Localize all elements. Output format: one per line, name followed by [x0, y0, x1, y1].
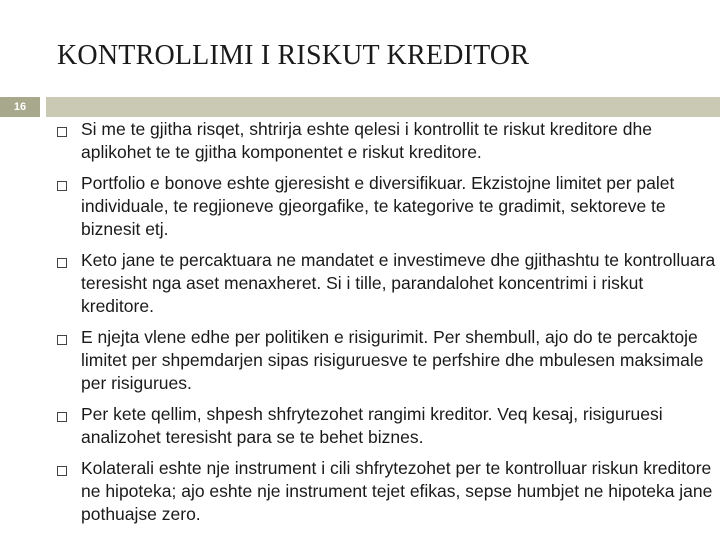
hollow-square-bullet-icon [57, 412, 67, 422]
header-divider-bar [46, 97, 720, 117]
bullet-text: E njejta vlene edhe per politiken e risigurimit. Per shembull, ajo do te percaktoje limitet per shpemdarjen sipas risiguruesve te perfshire dhe mbulesen maksimale per risigurues. [81, 327, 704, 393]
hollow-square-bullet-icon [57, 466, 67, 476]
hollow-square-bullet-icon [57, 181, 67, 191]
bullet-item [52, 118, 718, 164]
bullet-item [52, 326, 718, 395]
bullet-text: Si me te gjitha risqet, shtrirja eshte qelesi i kontrollit te riskut kreditore dhe aplikohet te te gjitha komponentet e riskut kreditore. [81, 119, 652, 162]
hollow-square-bullet-icon [57, 127, 67, 137]
slide-title: KONTROLLIMI I RISKUT KREDITOR [57, 40, 530, 71]
hollow-square-bullet-icon [57, 258, 67, 268]
bullet-text: Per kete qellim, shpesh shfrytezohet rangimi kreditor. Veq kesaj, risiguruesi analizohet teresisht para se te behet biznes. [81, 404, 663, 447]
bullet-item [52, 457, 718, 526]
bullet-text: Portfolio e bonove eshte gjeresisht e diversifikuar. Ekzistojne limitet per palet individuale, te regjioneve gjeorgafike, te kategorive te gradimit, sektoreve te biznesit etj. [81, 173, 675, 239]
bullet-item [52, 249, 718, 318]
slide-number-badge: 16 [0, 97, 40, 117]
bullet-item [52, 403, 718, 449]
bullet-item [52, 172, 718, 241]
bullet-text: Keto jane te percaktuara ne mandatet e investimeve dhe gjithashtu te kontrolluara teresisht nga aset menaxheret. Si i tille, parandalohet koncentrimi i riskut kreditore. [81, 250, 716, 316]
bullet-text: Kolaterali eshte nje instrument i cili shfrytezohet per te kontrolluar riskun kreditore ne hipoteka; ajo eshte nje instrument tejet efikas, sepse humbjet ne hipoteka jane pothuajse zero. [81, 458, 713, 524]
bullet-list [52, 118, 718, 534]
hollow-square-bullet-icon [57, 335, 67, 345]
